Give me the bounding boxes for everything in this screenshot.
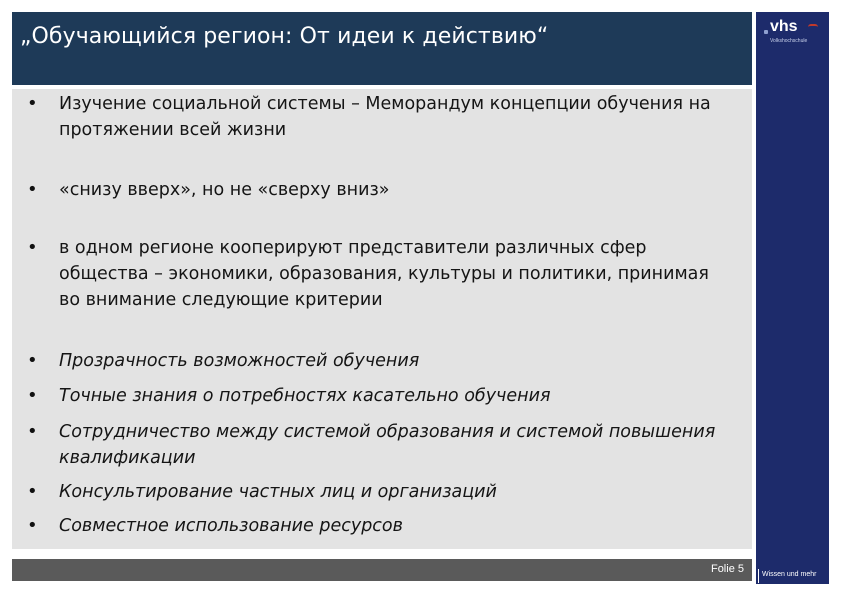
brand-sidebar xyxy=(756,12,829,584)
logo-subtitle: Volkshochschule xyxy=(770,38,808,44)
bullet-icon: • xyxy=(27,385,38,406)
criteria-text: Сотрудничество между системой образования и системой повышения квалификации xyxy=(59,422,716,468)
slide-header xyxy=(12,12,752,85)
bullet-icon: • xyxy=(27,481,38,502)
criteria-text: Совместное использование ресурсов xyxy=(59,516,403,536)
bullet-icon: • xyxy=(27,515,38,536)
slide-number: Folie 5 xyxy=(710,563,744,575)
bullet-icon: • xyxy=(27,179,38,200)
vhs-logo xyxy=(764,18,822,54)
bullet-icon: • xyxy=(27,93,38,114)
bullet-icon: • xyxy=(27,421,38,442)
logo-swoosh-icon xyxy=(808,24,818,30)
criteria-text: Консультирование частных лиц и организаций xyxy=(59,482,497,502)
logo-brand-text: vhs xyxy=(770,18,798,35)
logo-dot-icon xyxy=(764,30,768,34)
bullet-text: в одном регионе кооперируют представители различных сфер общества – экономики, образования, культуры и политики, принимая во внимание следующие критерии xyxy=(59,238,709,310)
bullet-icon: • xyxy=(27,350,38,371)
footer-slogan: Wissen und mehr xyxy=(762,571,817,578)
slide-title: „Обучающийся регион: От идеи к действию“ xyxy=(20,24,549,49)
footer-slogan-area xyxy=(756,566,829,588)
slogan-divider xyxy=(758,569,759,583)
bullet-text: «снизу вверх», но не «сверху вниз» xyxy=(59,180,390,200)
criteria-text: Точные знания о потребностях касательно обучения xyxy=(59,386,551,406)
criteria-text: Прозрачность возможностей обучения xyxy=(59,351,420,371)
bullet-text: Изучение социальной системы – Меморандум концепции обучения на протяжении всей жизни xyxy=(59,94,711,140)
slide-footer xyxy=(12,559,752,581)
bullet-icon: • xyxy=(27,237,38,258)
slide-content xyxy=(12,89,752,549)
